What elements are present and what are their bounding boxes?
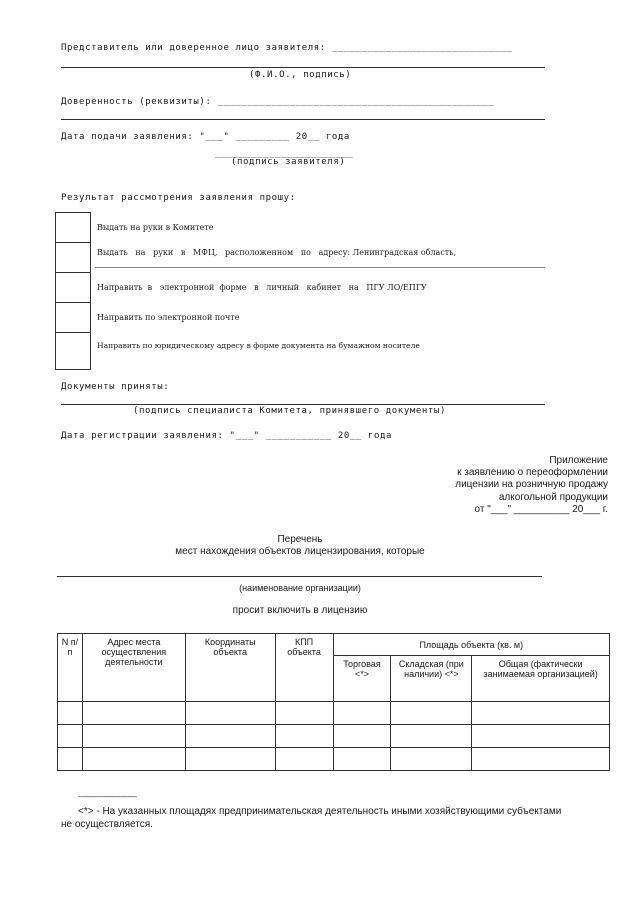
list-title-line1: Перечень [277, 534, 323, 545]
header-address: Адрес места осуществления деятельности [82, 634, 185, 702]
applicant-signature-line: _______________________ [215, 149, 354, 159]
table-cell[interactable] [391, 702, 472, 725]
table-cell[interactable] [185, 725, 275, 748]
representative-sub: (Ф.И.О., подпись) [249, 70, 352, 80]
table-row [58, 725, 610, 748]
footnote-text-line2: не осуществляется. [61, 819, 153, 830]
licensing-objects-table [57, 633, 610, 771]
table-cell[interactable] [58, 748, 83, 771]
list-title [0, 534, 600, 558]
footnote-text-line1: <*> - На указанных площадях предпринимательская деятельность иными хозяйствующими субъектами [78, 806, 562, 817]
representative-label: Представитель или доверенное лицо заявителя: ______________________________ [61, 43, 513, 53]
table-cell[interactable] [391, 748, 472, 771]
table-cell[interactable] [275, 725, 333, 748]
table-cell[interactable] [333, 725, 391, 748]
representative-line [61, 67, 545, 68]
list-title-line2: мест нахождения объектов лицензирования, которые [175, 546, 425, 557]
organization-request: просит включить в лицензию [232, 605, 368, 616]
filing-date-label: Дата подачи заявления: "___" _________ 20__ года [61, 132, 350, 142]
option-electronic-cabinet: Направить в электронной форме в личный кабинет на ПГУ ЛО/ЕПГУ [97, 283, 427, 292]
table-cell[interactable] [472, 702, 610, 725]
table-cell[interactable] [82, 748, 185, 771]
organization-name-sub: (наименование организации) [239, 583, 361, 593]
table-cell[interactable] [275, 748, 333, 771]
table-cell[interactable] [185, 748, 275, 771]
appendix-line: от "___" __________ 20___ г. [474, 503, 608, 515]
header-coords: Координаты объекта [185, 634, 275, 702]
table-row [58, 702, 610, 725]
mfc-address-line [95, 267, 545, 268]
option-postal-address: Направить по юридическому адресу в форме документа на бумажном носителе [97, 341, 420, 350]
table-cell[interactable] [472, 748, 610, 771]
option-email: Направить по электронной почте [97, 313, 240, 322]
header-area: Площадь объекта (кв. м) [333, 634, 609, 656]
registration-date-label: Дата регистрации заявления: "___" ___________ 20__ года [61, 431, 393, 441]
documents-accepted-line [61, 404, 545, 405]
header-num: N п/п [58, 634, 83, 702]
header-storage: Складская (при наличии) <*> [391, 656, 472, 702]
appendix-line: алкогольной продукции [498, 491, 608, 503]
header-total: Общая (фактически занимаемая организацией) [472, 656, 610, 702]
table-cell[interactable] [58, 725, 83, 748]
checkbox-handout-committee[interactable] [55, 212, 91, 242]
checkbox-electronic-cabinet[interactable] [55, 272, 91, 302]
table-cell[interactable] [58, 702, 83, 725]
appendix-line: лицензии на розничную продажу [455, 479, 608, 491]
applicant-signature-sub: (подпись заявителя) [231, 157, 346, 167]
checkbox-handout-mfc[interactable] [55, 242, 91, 272]
table-cell[interactable] [472, 725, 610, 748]
table-row [58, 748, 610, 771]
appendix-block [455, 455, 608, 516]
appendix-line: к заявлению о переоформлении [457, 467, 608, 479]
checkbox-email[interactable] [55, 302, 91, 332]
documents-accepted-sub: (подпись специалиста Комитета, принявшего документы) [133, 406, 446, 416]
option-handout-mfc: Выдать на руки в МФЦ, расположенном по адресу: Ленинградская область, [97, 248, 457, 257]
checkbox-postal-address[interactable] [55, 332, 91, 370]
header-kpp: КПП объекта [275, 634, 333, 702]
organization-name-line [57, 576, 542, 577]
table-cell[interactable] [333, 702, 391, 725]
table-cell[interactable] [185, 702, 275, 725]
table-cell[interactable] [275, 702, 333, 725]
appendix-line: Приложение [549, 455, 608, 466]
table-cell[interactable] [82, 702, 185, 725]
footnote-rule: -------------------------------- [78, 794, 137, 801]
option-handout-committee: Выдать на руки в Комитете [97, 223, 214, 232]
table-cell[interactable] [82, 725, 185, 748]
power-of-attorney-label: Доверенность (реквизиты): ______________________________________________ [61, 97, 495, 107]
result-request-label: Результат рассмотрения заявления прошу: [61, 193, 296, 203]
table-cell[interactable] [333, 748, 391, 771]
power-of-attorney-line [61, 119, 545, 120]
documents-accepted-label: Документы приняты: [61, 382, 170, 392]
header-trade: Торговая <*> [333, 656, 391, 702]
table-cell[interactable] [391, 725, 472, 748]
